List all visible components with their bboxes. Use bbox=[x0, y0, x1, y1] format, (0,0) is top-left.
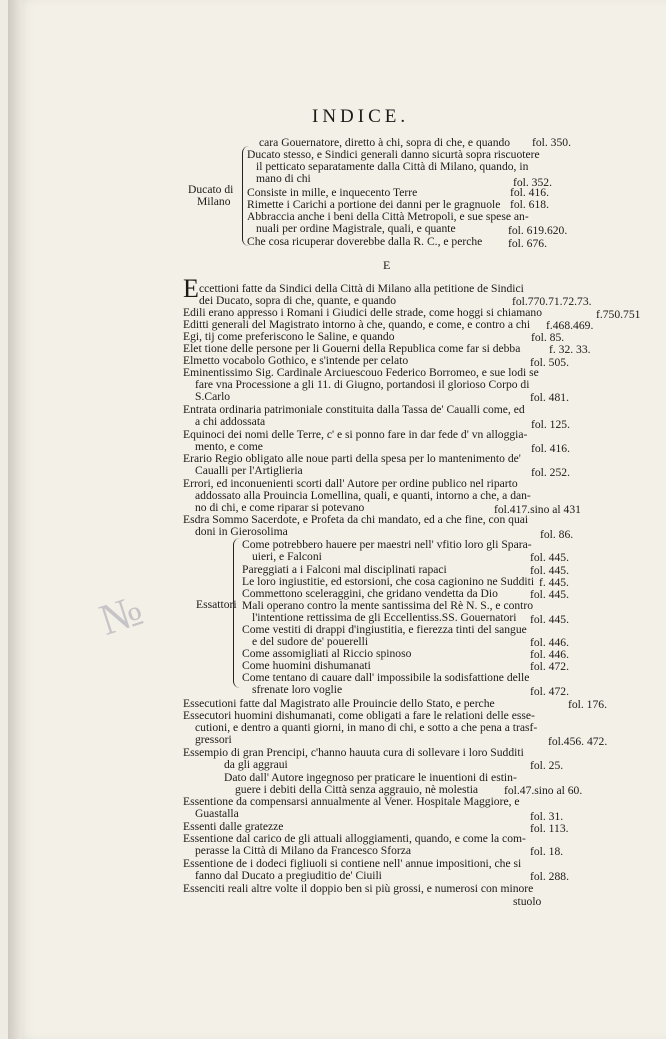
folio-ref: fol. 676. bbox=[508, 237, 547, 250]
folio-ref: fol. 472. bbox=[530, 685, 569, 698]
folio-ref: fol. 176. bbox=[568, 698, 607, 711]
index-entry: a chi addossata bbox=[195, 415, 266, 428]
catchword: stuolo bbox=[513, 895, 542, 908]
folio-ref: fol. 445. bbox=[530, 564, 569, 577]
index-entry: guere i debiti della Città senza aggrauio, nè molestia bbox=[235, 783, 479, 796]
folio-ref: fol. 31. bbox=[530, 810, 564, 823]
bracket bbox=[233, 538, 240, 688]
folio-ref: fol. 445. bbox=[530, 588, 569, 601]
folio-ref: f. 445. bbox=[539, 576, 569, 589]
folio-ref: fol. 86. bbox=[540, 528, 574, 541]
index-entry: da gli aggraui bbox=[224, 758, 288, 771]
index-entry: Come vestiti di drappi d'ingiustitia, e fierezza tinti del sangue bbox=[242, 623, 527, 636]
bracket bbox=[242, 146, 249, 246]
folio-ref: fol. 352. bbox=[513, 176, 552, 189]
index-entry: Essentione da compensarsi annualmente al Vener. Hospitale Maggiore, e bbox=[183, 795, 520, 808]
index-entry: Essecutioni fatte dal Magistrato alle Prouincie dello Stato, e perche bbox=[183, 697, 495, 710]
folio-ref: fol. 416. bbox=[531, 442, 570, 455]
section-label: Essattori bbox=[196, 598, 237, 611]
index-entry: Esdra Sommo Sacerdote, e Profeta da chi mandato, ed a che fine, con quai bbox=[183, 513, 529, 526]
index-entry: Dato dall' Autore ingegnoso per praticare le inuentioni di estin- bbox=[224, 771, 517, 784]
index-entry: fanno dal Ducato a pregiuditio de' Ciuili bbox=[195, 869, 382, 882]
index-entry: no di chi, e come riparar si potevano bbox=[195, 501, 365, 514]
index-entry: Caualli per l'Artiglieria bbox=[195, 464, 303, 477]
folio-ref: fol. 125. bbox=[531, 418, 570, 431]
index-entry: mento, e come bbox=[195, 440, 263, 453]
folio-ref: fol. 288. bbox=[530, 870, 569, 883]
index-entry: Eminentissimo Sig. Cardinale Arciuescouo Federico Borromeo, e sue lodi se bbox=[183, 366, 539, 379]
folio-ref: fol. 505. bbox=[530, 356, 569, 369]
index-entry: gressori bbox=[195, 733, 232, 746]
index-entry: il petticato separatamente dalla Città di Milano, quando, in bbox=[256, 160, 529, 173]
index-entry: cara Gouernatore, diretto à chi, sopra di che, e quando bbox=[259, 136, 511, 149]
index-entry: Guastalla bbox=[195, 807, 239, 820]
index-entry: Editti generali del Magistrato intorno à che, quando, e come, e contro a chi bbox=[183, 318, 531, 331]
index-entry: Essenti dalle gratezze bbox=[183, 820, 284, 833]
folio-ref: fol. 446. bbox=[530, 636, 569, 649]
index-entry: Mali operano contro la mente santissima del Rè N. S., e contro bbox=[242, 599, 534, 612]
index-entry: sfrenate loro voglie bbox=[252, 683, 343, 696]
folio-ref: fol. 445. bbox=[530, 613, 569, 626]
drop-cap: E bbox=[183, 274, 199, 303]
folio-ref: fol.47.sino al 60. bbox=[504, 784, 583, 797]
folio-ref: f.468.469. bbox=[546, 319, 594, 332]
folio-ref: fol.417.sino al 431 bbox=[494, 503, 581, 516]
index-entry: Elmetto vocabolo Gothico, e s'intende per celato bbox=[183, 354, 409, 367]
folio-ref: fol. 446. bbox=[530, 648, 569, 661]
folio-ref: fol. 618. bbox=[510, 198, 549, 211]
index-entry: Come tentano di cauare dall' impossibile la sodisfattione delle bbox=[242, 671, 530, 684]
folio-ref: fol. 481. bbox=[530, 391, 569, 404]
folio-ref: fol. 472. bbox=[530, 660, 569, 673]
library-stamp: № bbox=[93, 585, 149, 645]
index-entry: fare vna Processione a gli 11. di Giugno, portandosi il glorioso Corpo di bbox=[195, 378, 530, 391]
index-entry: dei Ducato, sopra di che, quante, e quando bbox=[199, 294, 397, 307]
index-entry: S.Carlo bbox=[195, 390, 231, 403]
folio-ref: fol. 18. bbox=[530, 845, 564, 858]
index-entry: cutioni, e dentro a quanti giorni, in mano di chi, e sotto a che pena a trasf- bbox=[195, 721, 538, 734]
index-entry: Che cosa ricuperar doverebbe dalla R. C., e perche bbox=[247, 235, 483, 248]
folio-ref: fol. 416. bbox=[510, 186, 549, 199]
folio-ref: fol.770.71.72.73. bbox=[512, 295, 592, 308]
index-entry: Equinoci dei nomi delle Terre, c' e si ponno fare in dar fede d' vn alloggia- bbox=[183, 428, 528, 441]
index-entry: Le loro ingiustitie, ed estorsioni, che cosa cagionino ne Sudditi bbox=[242, 575, 535, 588]
index-entry: Essempio di gran Prencipi, c'hanno hauuta cura di sollevare i loro Sudditi bbox=[183, 746, 524, 759]
index-entry: Commettono sceleraggini, che gridano vendetta da Dio bbox=[242, 587, 498, 600]
index-entry: Essentione dal carico de gli attuali alloggiamenti, quando, e come la com- bbox=[183, 832, 526, 845]
index-entry: Errori, ed inconuenienti scorti dall' Autore per ordine publico nel riparto bbox=[183, 477, 518, 490]
book-spine bbox=[8, 0, 22, 1039]
index-entry: Egi, tij come preferiscono le Saline, e quando bbox=[183, 330, 395, 343]
index-entry: Pareggiati a i Falconi mal disciplinati rapaci bbox=[242, 563, 447, 576]
folio-ref: f. 32. 33. bbox=[549, 343, 591, 356]
index-entry: Erario Regio obligato alle noue parti della spesa per lo mantenimento de' bbox=[183, 452, 521, 465]
index-entry: Essenciti reali altre volte il doppio ben si più grossi, e numerosi con minore bbox=[183, 882, 534, 895]
index-entry: Come assomigliati al Riccio spinoso bbox=[242, 647, 412, 660]
index-entry: doni in Gierosolima bbox=[195, 525, 288, 538]
index-entry: Consiste in mille, e inquecento Terre bbox=[247, 186, 418, 199]
index-entry: Ducato stesso, e Sindici generali danno sicurtà sopra riscuotere bbox=[247, 148, 540, 161]
section-label: Ducato di bbox=[188, 183, 234, 196]
folio-ref: fol. 619.620. bbox=[508, 224, 568, 237]
index-entry: Edili erano appresso i Romani i Giudici delle strade, come hoggi si chiamano bbox=[183, 306, 542, 319]
folio-ref: fol. 252. bbox=[531, 466, 570, 479]
index-entry: Come potrebbero hauere per maestri nell' vfitio loro gli Spara- bbox=[242, 538, 532, 551]
folio-ref: fol. 113. bbox=[530, 822, 569, 835]
index-entry: Essentione de i dodeci figliuoli si contiene nell' annue impositioni, che si bbox=[183, 857, 522, 870]
index-entry: l'intentione rettissima de gli Eccellentiss.SS. Gouernatori bbox=[252, 611, 517, 624]
section-label: Milano bbox=[197, 195, 231, 208]
index-entry: e del sudore de' pouerelli bbox=[252, 635, 369, 648]
folio-ref: fol. 350. bbox=[532, 136, 571, 149]
index-entry: Entrata ordinaria patrimoniale constituita dalla Tassa de' Caualli come, ed bbox=[183, 403, 525, 416]
index-entry: Essecutori huomini dishumanati, come obligati a fare le relationi delle esse- bbox=[183, 709, 535, 722]
folio-ref: fol. 85. bbox=[531, 331, 565, 344]
index-entry: nuali per ordine Magistrale, quali, e quante bbox=[256, 222, 456, 235]
index-entry: mano di chi bbox=[256, 172, 311, 185]
section-letter: E bbox=[383, 258, 391, 272]
index-entry: addossato alla Prouincia Lomellina, quali, e quanti, intorno a che, a dan- bbox=[195, 489, 531, 502]
index-entry: uieri, e Falconi bbox=[252, 550, 322, 563]
folio-ref: fol. 445. bbox=[530, 551, 569, 564]
index-entry: Elet tione delle persone per li Gouerni della Republica come far si debba bbox=[183, 342, 521, 355]
index-entry: Rimette i Carichi a portione dei danni per le gragnuole bbox=[247, 198, 501, 211]
folio-ref: f.750.751 bbox=[596, 308, 641, 321]
index-entry: perasse la Città di Milano da Francesco Sforza bbox=[195, 844, 412, 857]
folio-ref: fol. 25. bbox=[530, 759, 564, 772]
folio-ref: fol.456. 472. bbox=[548, 735, 608, 748]
index-entry: ccettioni fatte da Sindici della Città di Milano alla petitione de Sindici bbox=[199, 282, 524, 295]
index-entry: Come huomini dishumanati bbox=[242, 659, 371, 672]
index-entry: Abbraccia anche i beni della Città Metropoli, e sue spese an- bbox=[247, 210, 529, 223]
page-title: INDICE. bbox=[312, 106, 410, 127]
